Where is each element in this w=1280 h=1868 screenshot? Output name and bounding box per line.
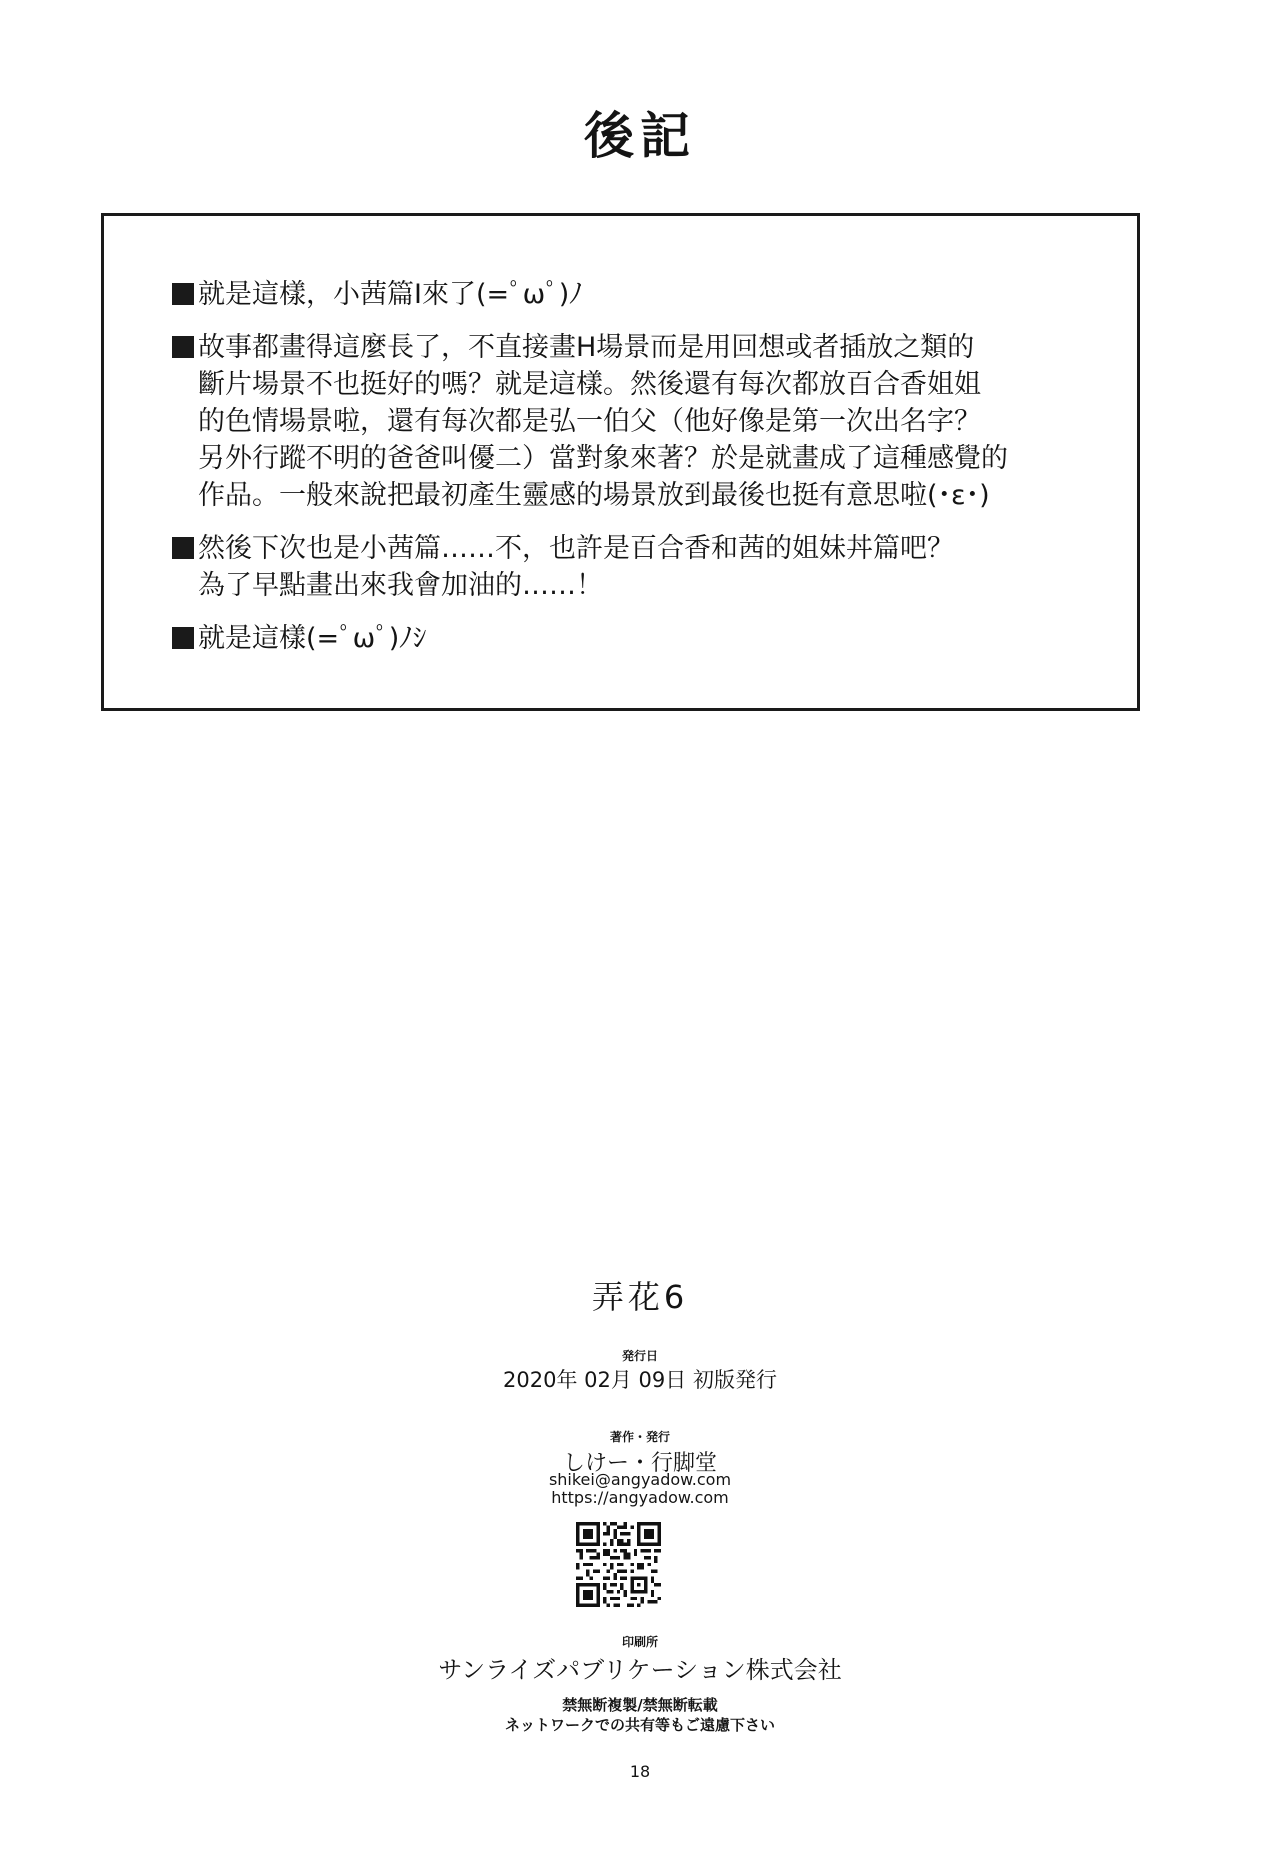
qr-code-icon: [576, 1522, 661, 1607]
author-name: しけー・行脚堂: [562, 1451, 717, 1476]
paragraph-line: 然後下次也是小茜篇……不，也許是百合香和茜的姐妹丼篇吧？: [198, 533, 954, 564]
copy-notice: 禁無断複製/禁無断転載: [562, 1696, 718, 1714]
paragraph-line: 作品。一般來說把最初產生靈感的場景放到最後也挺有意思啦(･ε･): [198, 480, 990, 511]
square-bullet-icon: [172, 283, 194, 305]
book-title: 弄花6: [591, 1278, 689, 1316]
page-number: 18: [629, 1762, 651, 1781]
author-label: 著作・発行: [609, 1430, 670, 1444]
publish-date: 2020年 02月 09日 初版発行: [503, 1368, 777, 1392]
paragraph-line: 斷片場景不也挺好的嗎？就是這樣。然後還有每次都放百合香姐姐: [198, 369, 981, 400]
afterword-paragraph-3: [172, 530, 1122, 604]
afterword-paragraphs: [172, 276, 1122, 673]
publish-date-label: 発行日: [621, 1349, 658, 1363]
paragraph-line: 另外行蹤不明的爸爸叫優二）當對象來著？於是就畫成了這種感覺的: [198, 443, 1008, 474]
paragraph-line: 就是這樣，小茜篇Ⅰ來了(=ﾟωﾟ)ﾉ: [198, 279, 583, 310]
printer-name: サンライズパブリケーション株式会社: [438, 1656, 842, 1684]
square-bullet-icon: [172, 336, 194, 358]
paragraph-line: 就是這樣(=ﾟωﾟ)ﾉｼ: [198, 623, 427, 654]
afterword-paragraph-1: [172, 276, 1122, 313]
square-bullet-icon: [172, 537, 194, 559]
paragraph-line: 為了早點畫出來我會加油的……！: [198, 570, 603, 601]
page-title: 後記: [584, 107, 696, 165]
sharing-notice: ネットワークでの共有等もご遠慮下さい: [504, 1716, 775, 1734]
author-website: https://angyadow.com: [551, 1488, 729, 1507]
afterword-paragraph-4: [172, 620, 1122, 657]
author-email: shikei@angyadow.com: [548, 1470, 732, 1489]
afterword-box: [101, 213, 1140, 711]
square-bullet-icon: [172, 627, 194, 649]
afterword-paragraph-2: [172, 329, 1122, 514]
printer-label: 印刷所: [621, 1635, 658, 1649]
paragraph-line: 的色情場景啦，還有每次都是弘一伯父（他好像是第一次出名字？: [198, 406, 981, 437]
paragraph-line: 故事都畫得這麼長了，不直接畫H場景而是用回想或者插放之類的: [198, 332, 975, 363]
